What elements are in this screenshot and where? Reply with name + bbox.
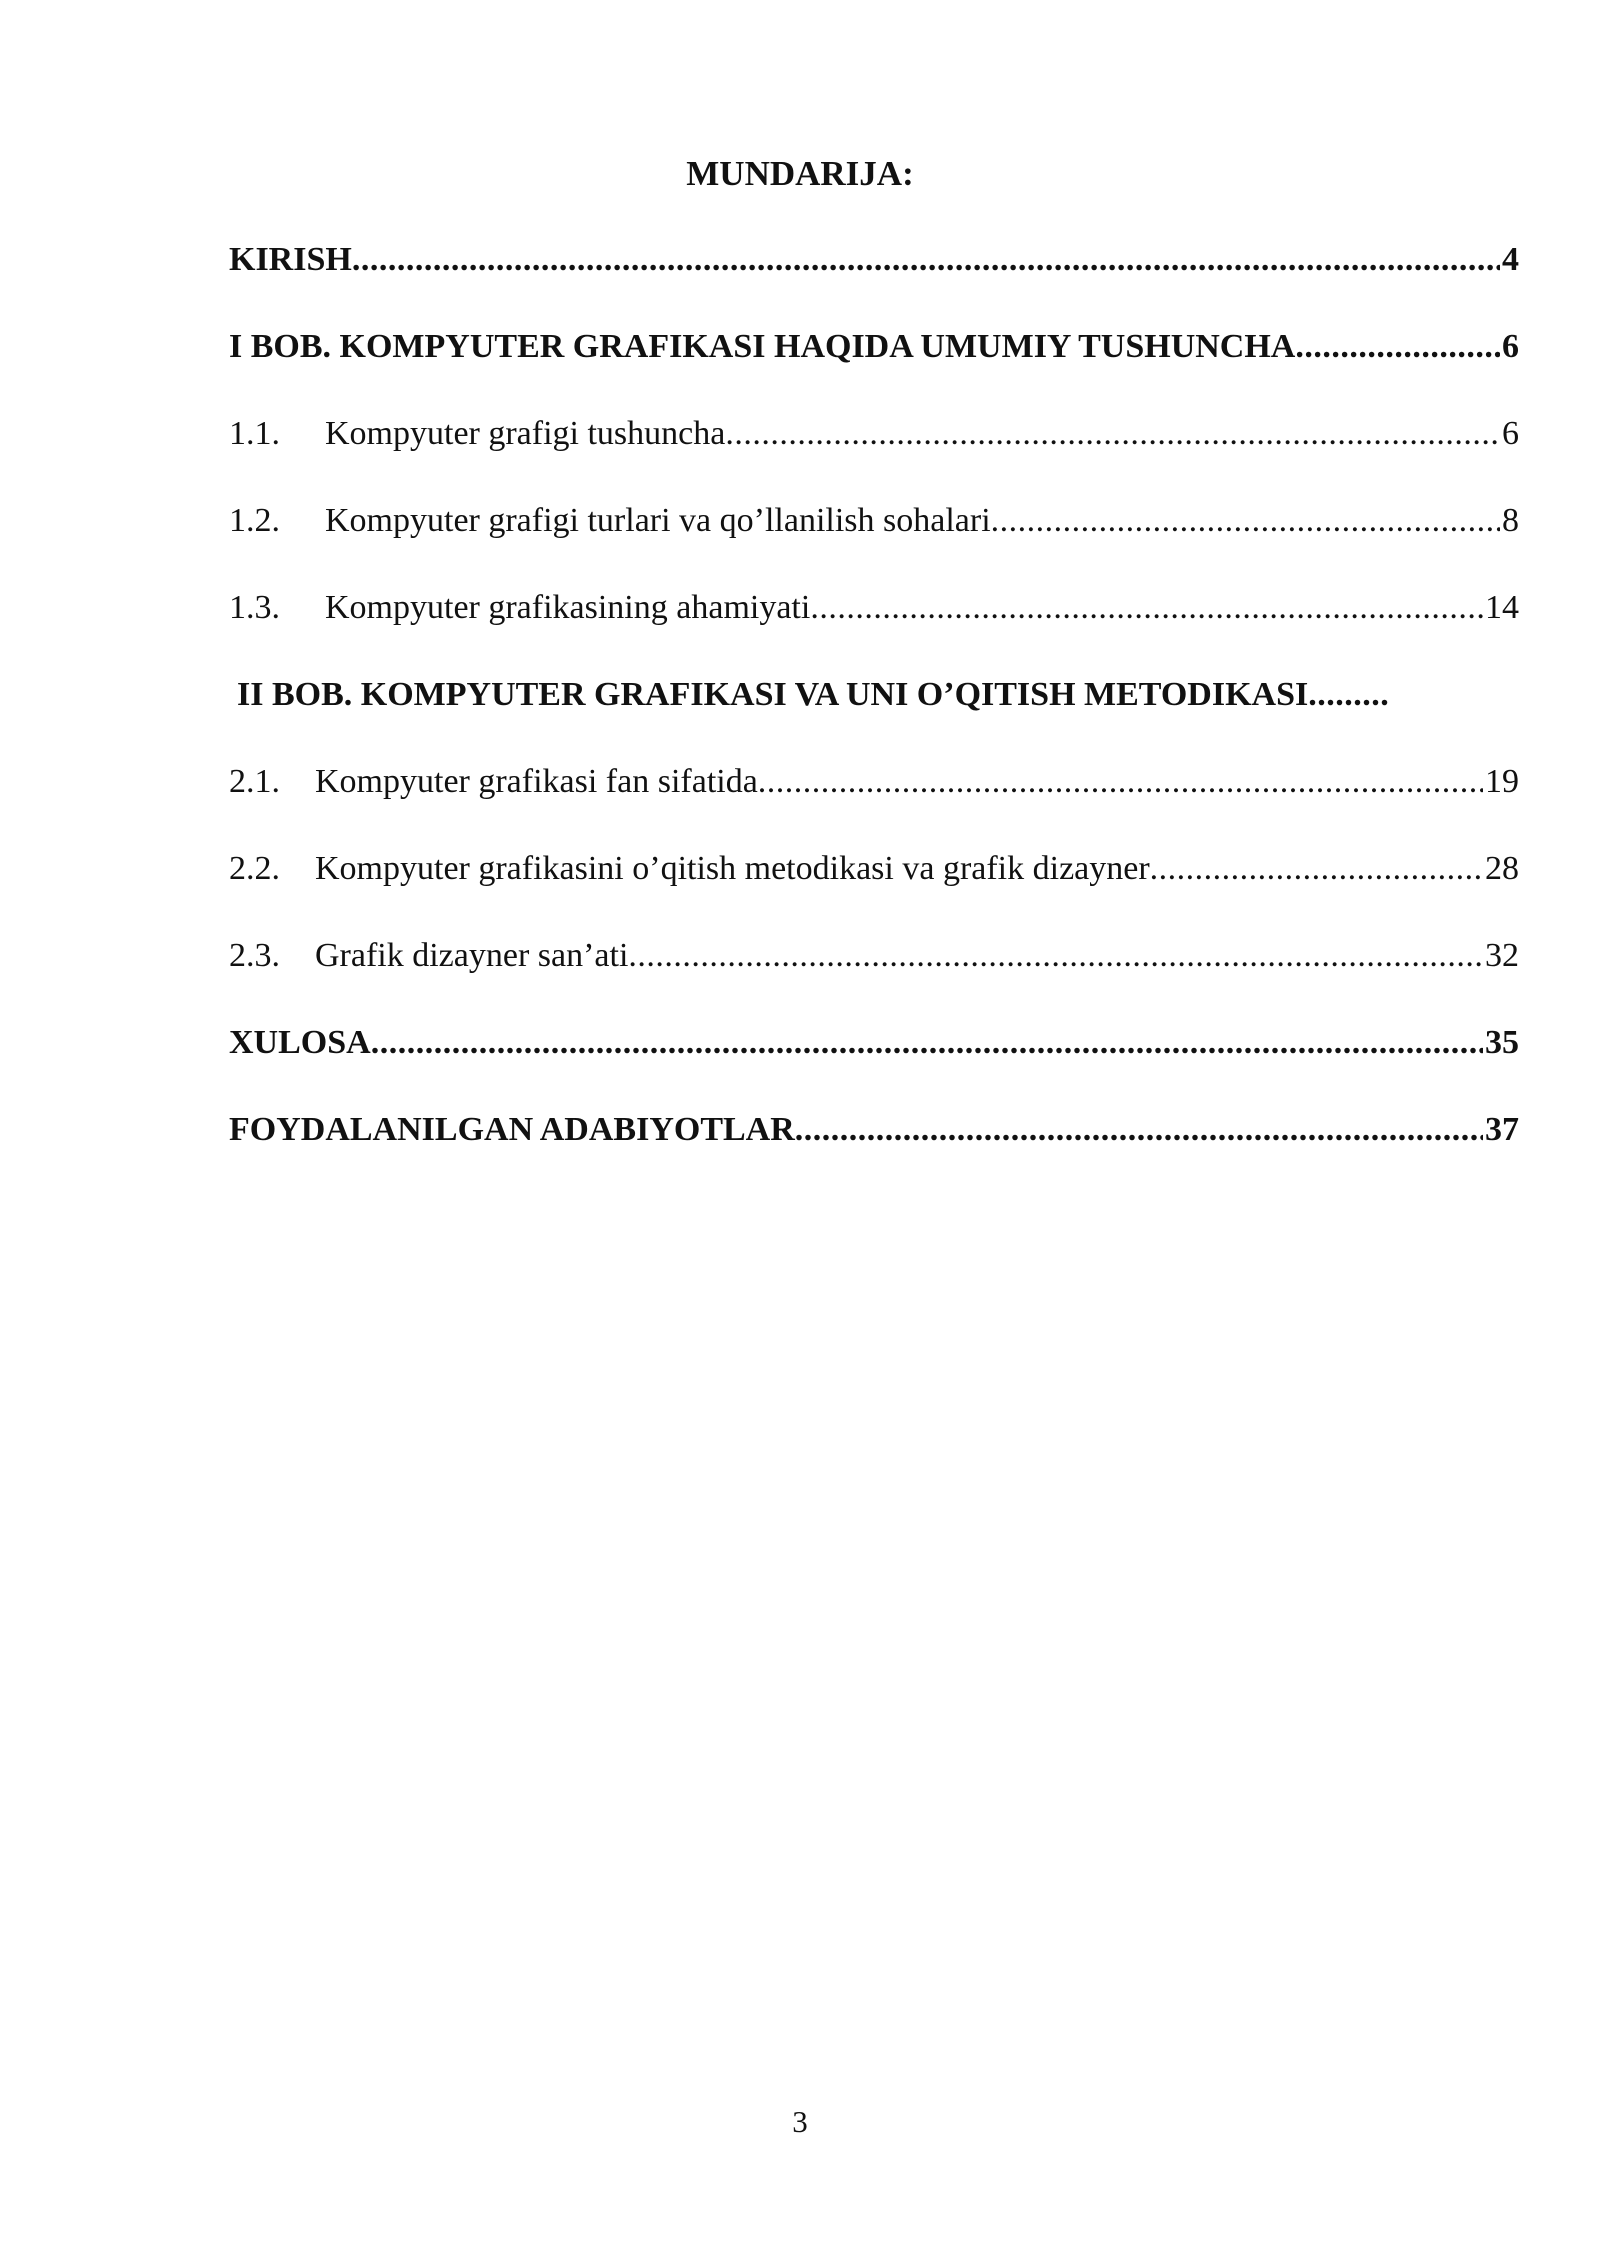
- toc-entry-kirish[interactable]: [229, 236, 1519, 323]
- toc-entry-page: 8: [1502, 502, 1519, 539]
- toc-dot-leader: [758, 758, 1483, 806]
- toc-entry-label: Kompyuter grafigi turlari va qo’llanilish sohalari: [325, 502, 991, 539]
- table-of-contents: [229, 236, 1519, 1193]
- toc-entry-page: 37: [1485, 1111, 1519, 1148]
- toc-entry-page: 6: [1502, 328, 1519, 365]
- page-number: 3: [792, 2104, 808, 2139]
- toc-entry-number: 1.1.: [229, 415, 280, 452]
- toc-entry-label: Grafik dizayner san’ati: [315, 937, 629, 974]
- toc-dot-leader: [352, 236, 1500, 284]
- toc-entry-chapter-1[interactable]: [229, 323, 1519, 410]
- toc-entry-number: 1.3.: [229, 589, 280, 626]
- toc-entry-references[interactable]: [229, 1106, 1519, 1193]
- toc-entry-label: Kompyuter grafigi tushuncha: [325, 415, 726, 452]
- toc-entry-number: 2.3.: [229, 937, 280, 974]
- toc-dot-leader: [991, 497, 1500, 545]
- toc-entry-label: Kompyuter grafikasini o’qitish metodikasi va grafik dizayner: [315, 850, 1150, 887]
- toc-entry-label: II BOB. KOMPYUTER GRAFIKASI VA UNI O’QITISH METODIKASI: [237, 676, 1309, 713]
- toc-entry-label: Kompyuter grafikasi fan sifatida: [315, 763, 758, 800]
- toc-entry-page: 6: [1502, 415, 1519, 452]
- toc-dot-leader: [795, 1106, 1483, 1154]
- toc-entry-xulosa[interactable]: [229, 1019, 1519, 1106]
- toc-entry-1-2[interactable]: [229, 497, 1519, 584]
- toc-entry-label: XULOSA: [229, 1024, 371, 1061]
- toc-dot-leader: [1295, 323, 1500, 371]
- toc-entry-label: Kompyuter grafikasining ahamiyati: [325, 589, 811, 626]
- toc-entry-page: 28: [1485, 850, 1519, 887]
- toc-entry-label: I BOB. KOMPYUTER GRAFIKASI HAQIDA UMUMIY TUSHUNCHA: [229, 328, 1296, 365]
- toc-entry-page: 19: [1485, 763, 1519, 800]
- toc-entry-1-1[interactable]: [229, 410, 1519, 497]
- toc-dot-leader: [371, 1019, 1483, 1067]
- toc-entry-1-3[interactable]: [229, 584, 1519, 671]
- toc-entry-number: 2.1.: [229, 763, 280, 800]
- toc-dot-leader: [628, 932, 1483, 980]
- toc-dot-leader: [810, 584, 1483, 632]
- toc-entry-2-1[interactable]: [229, 758, 1519, 845]
- toc-entry-chapter-2[interactable]: [229, 671, 1519, 758]
- toc-entry-label: KIRISH: [229, 241, 352, 278]
- toc-dot-leader: [1308, 671, 1390, 719]
- toc-entry-2-3[interactable]: [229, 932, 1519, 1019]
- toc-dot-leader: [1150, 845, 1483, 893]
- toc-entry-number: 1.2.: [229, 502, 280, 539]
- toc-entry-page: 32: [1485, 937, 1519, 974]
- toc-entry-page: 14: [1485, 589, 1519, 626]
- toc-entry-label: FOYDALANILGAN ADABIYOTLAR: [229, 1111, 795, 1148]
- toc-dot-leader: [725, 410, 1500, 458]
- toc-entry-page: 4: [1502, 241, 1519, 278]
- toc-entry-number: 2.2.: [229, 850, 280, 887]
- toc-entry-page: 35: [1485, 1024, 1519, 1061]
- toc-title: MUNDARIJA:: [686, 154, 914, 193]
- toc-entry-2-2[interactable]: [229, 845, 1519, 932]
